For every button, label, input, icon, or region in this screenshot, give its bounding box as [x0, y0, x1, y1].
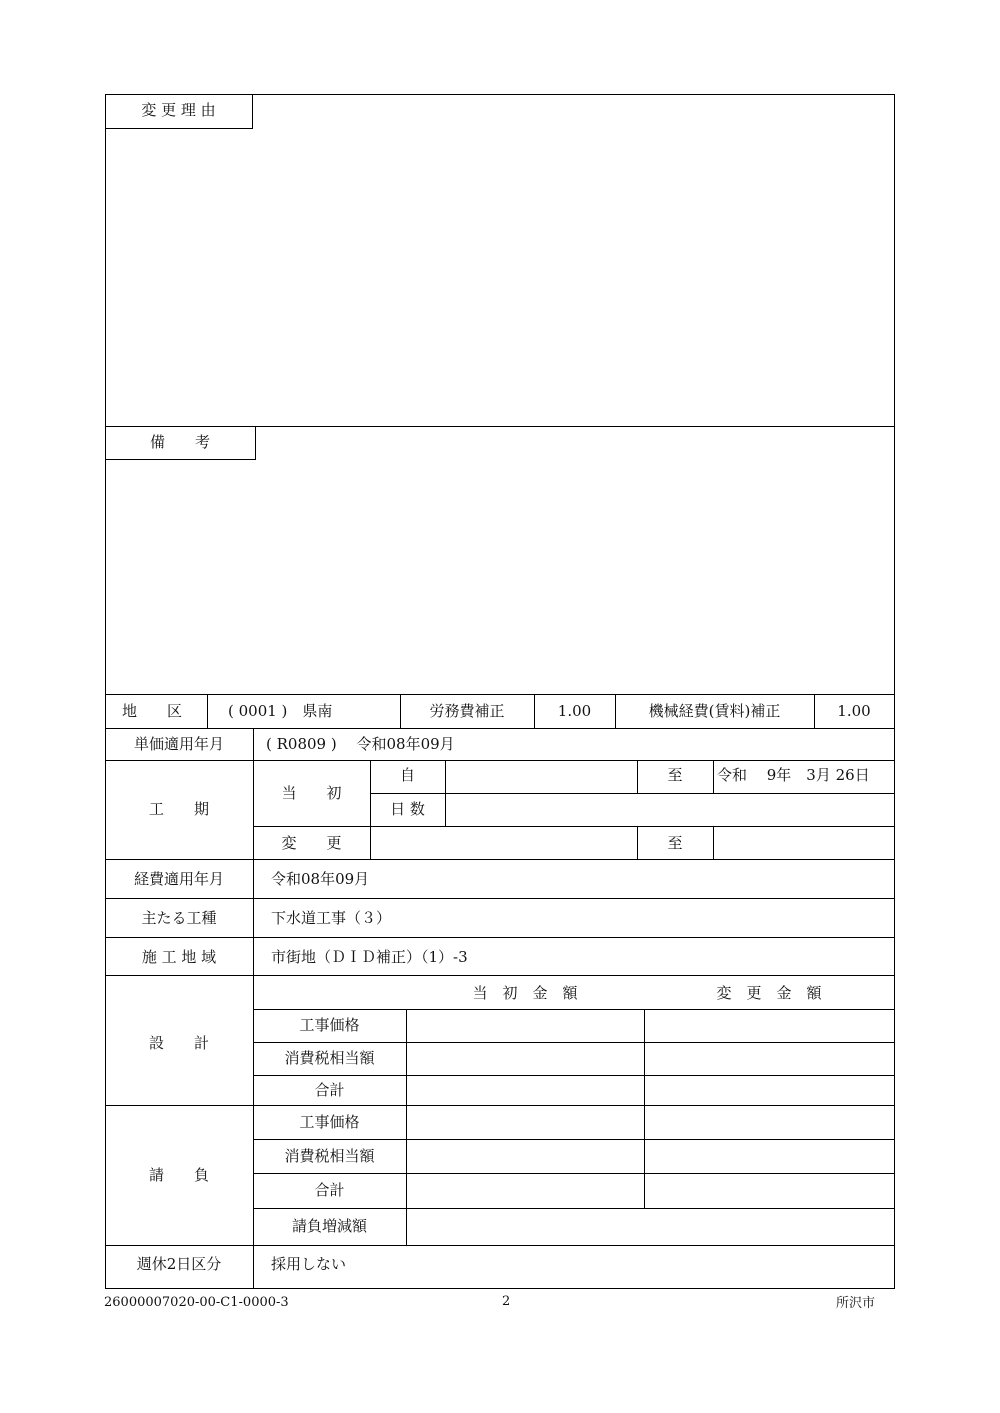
change-reason-label [105, 94, 253, 129]
period-change-to-label: 至 [667, 834, 683, 852]
divider-period [105, 859, 895, 860]
period-change-label: 変 更 [281, 834, 342, 852]
footer-page: 2 [502, 1294, 511, 1309]
design-divider-0 [253, 1042, 895, 1043]
design-label: 設 計 [148, 1034, 209, 1052]
contract-label: 請 負 [148, 1166, 209, 1184]
main-type-label: 主たる工種 [141, 909, 217, 927]
period-days-label: 日 数 [390, 800, 425, 818]
period-days-field[interactable] [446, 794, 894, 825]
period-label: 工 期 [148, 800, 209, 818]
divider-main-type [105, 937, 895, 938]
contract-divider-2 [253, 1208, 895, 1209]
remarks-label-text: 備 考 [149, 433, 210, 451]
contract-change-row-label: 請負増減額 [291, 1217, 367, 1235]
change-reason-label-text: 変 更 理 由 [141, 101, 216, 119]
expense-value: 令和08年09月 [271, 870, 370, 888]
remarks-label [105, 426, 256, 460]
machine-value: 1.00 [837, 702, 871, 720]
district-label: 地 区 [122, 702, 183, 720]
contract-divider-1 [253, 1173, 895, 1174]
period-col-line-4 [713, 760, 714, 793]
main-type-value: 下水道工事（３） [271, 909, 392, 927]
period-from-field[interactable] [446, 761, 636, 792]
divider-amount-header [253, 1009, 895, 1010]
amount-col-line-1 [406, 1009, 407, 1245]
period-initial-label: 当 初 [281, 784, 342, 802]
design-row-label-0: 工事価格 [299, 1016, 360, 1034]
divider-expense [105, 898, 895, 899]
district-value: ( 0001 ) 県南 [228, 702, 333, 720]
labor-value: 1.00 [557, 702, 592, 720]
period-from-label: 自 [399, 766, 415, 784]
period-to-value: 令和 9年 3月 26日 [717, 766, 870, 784]
change-reason-area[interactable] [253, 95, 894, 425]
divider-design [105, 1105, 895, 1106]
labor-label: 労務費補正 [429, 702, 505, 720]
period-change-to-field[interactable] [714, 827, 894, 858]
design-row-label-2: 合計 [314, 1081, 345, 1099]
divider-district [105, 728, 895, 729]
area-label: 施 工 地 域 [141, 948, 217, 966]
amount-header-changed: 変 更 金 額 [716, 984, 822, 1002]
contract-row-label-0: 工事価格 [299, 1113, 360, 1131]
contract-row-label-1: 消費税相当額 [284, 1147, 375, 1165]
remarks-area[interactable] [256, 427, 894, 693]
design-divider-1 [253, 1075, 895, 1076]
footer-city: 所沢市 [836, 1296, 876, 1311]
district-col-line-1 [207, 694, 208, 728]
footer-code: 26000007020-00-C1-0000-3 [104, 1295, 289, 1310]
amount-header-initial: 当 初 金 額 [472, 984, 578, 1002]
period-change-field[interactable] [371, 827, 636, 858]
amount-col-line-2 [644, 1009, 645, 1208]
period-to-label: 至 [667, 766, 683, 784]
holiday-label: 週休2日区分 [136, 1255, 222, 1273]
machine-label: 機械経費(賃料)補正 [648, 702, 781, 720]
unit-price-value: ( R0809 ) 令和08年09月 [266, 735, 455, 753]
divider-area [105, 975, 895, 976]
design-row-label-1: 消費税相当額 [284, 1049, 375, 1067]
divider-remarks [105, 694, 895, 695]
divider-contract [105, 1245, 895, 1246]
contract-divider-0 [253, 1139, 895, 1140]
contract-row-label-2: 合計 [314, 1181, 345, 1199]
unit-price-label: 単価適用年月 [133, 735, 224, 753]
expense-label: 経費適用年月 [133, 870, 224, 888]
holiday-value: 採用しない [271, 1255, 347, 1273]
area-value: 市街地（ＤＩＤ補正）（1）-3 [271, 948, 468, 966]
